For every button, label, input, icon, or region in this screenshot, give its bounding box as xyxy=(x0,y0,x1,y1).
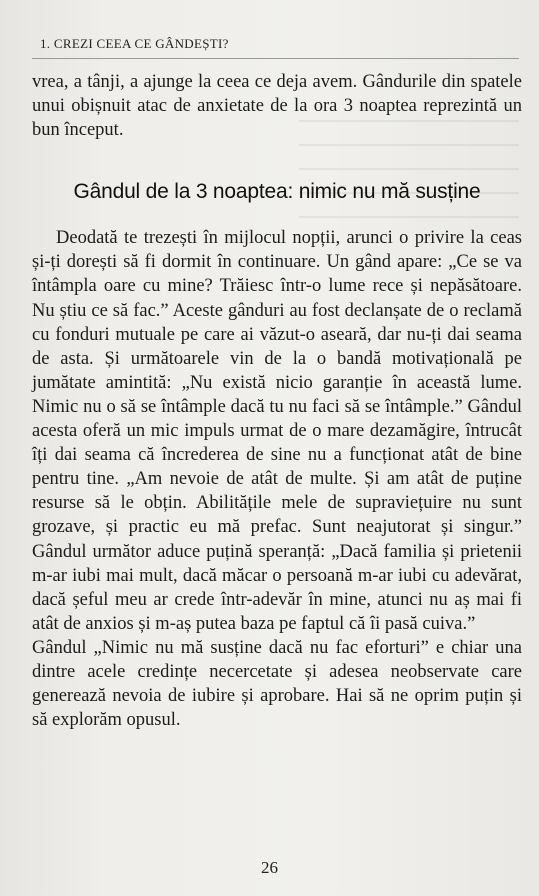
header-rule xyxy=(32,58,519,59)
running-header: 1. CREZI CEEA CE GÂNDEȘTI? xyxy=(40,36,229,51)
page-number: 26 xyxy=(261,858,278,877)
intro-paragraph: vrea, a tânji, a ajunge la ceea ce deja avem. Gândurile din spatele unui obișnuit atac de anxietate de la ora 3 noaptea reprezintă un bun început. xyxy=(32,72,522,141)
section-heading: Gândul de la 3 noaptea: nimic nu mă susține xyxy=(73,180,481,204)
body-paragraph-1: Deodată te trezești în mijlocul nopții, arunci o privire la ceas și-ți dorești să fi dormit în continuare. Un gând apare: „Ce se va întâmpla oare cu mine? Trăiesc într-o lume rece și nepăsătoare. Nu știu ce să fac.” Aceste gânduri au fost declanșate de o reclamă cu fonduri mutuale pe care ai văzut-o aseară, dar nu-ți dai seama de asta. Și următoarele vin de la o bandă motivațională pe jumătate amintită: „Nu există nicio garanție în această lume. Nimic nu o să se întâmple dacă tu nu faci să se întâmple.” Gândul acesta oferă un mic impuls urmat de o mare dezamăgire, întrucât îți dai seama că încrederea de sine nu a funcționat atât de bine pentru tine. „Am nevoie de atât de multe. Și am atât de puține resurse să le obțin. Abilitățile mele de supraviețuire nu sunt grozave, și practic eu mă prefac. Sunt neajutorat și singur.” Gândul următor aduce puțină speranță: „Dacă familia și prietenii m-ar iubi mai mult, dacă măcar o persoană m-ar iubi cu adevărat, dacă șeful meu ar crede într-adevăr în mine, atunci nu aș mai fi atât de anxios și m-aș putea baza pe faptul că îi pasă cuiva.” xyxy=(32,228,522,634)
page-content xyxy=(32,70,522,732)
body-paragraph-2: Gândul „Nimic nu mă susține dacă nu fac eforturi” e chiar una dintre acele credințe necercetate și adesea neobservate care generează nevoia de iubire și aprobare. Hai să ne oprim puțin și să explorăm opusul. xyxy=(32,637,522,731)
